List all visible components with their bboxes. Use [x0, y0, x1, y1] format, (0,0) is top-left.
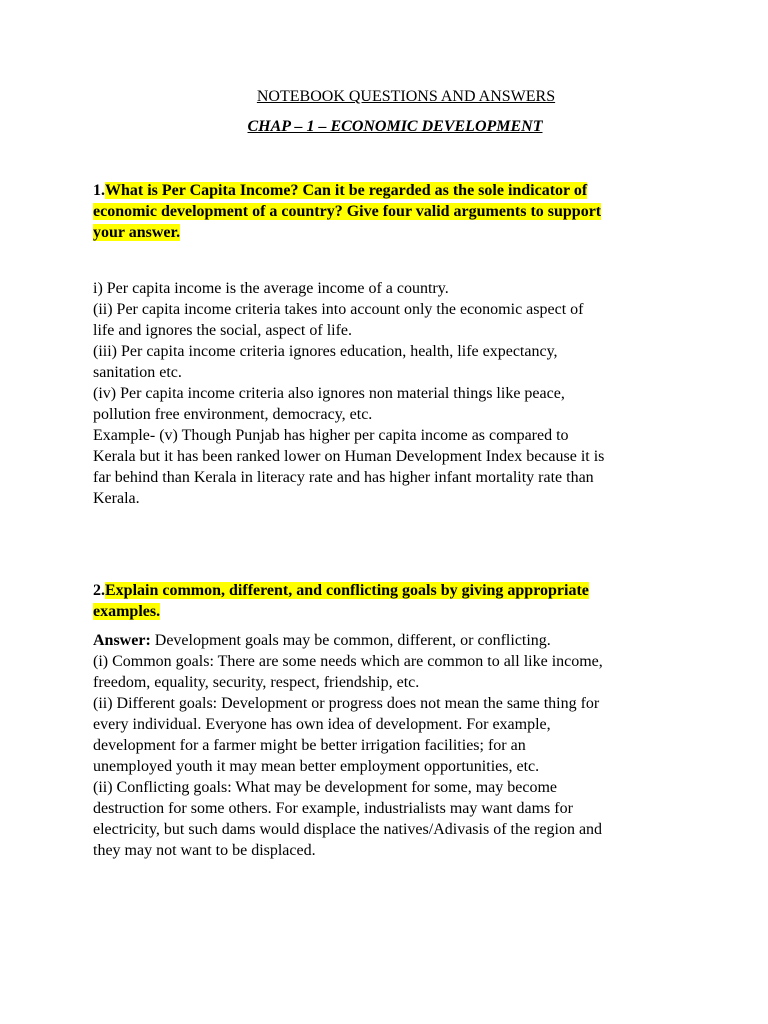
question-2-highlight: Explain common, different, and conflicting goals by giving appropriate — [105, 582, 589, 599]
answer-1-line: (ii) Per capita income criteria takes into account only the economic aspect of — [93, 301, 584, 318]
question-1 — [93, 180, 683, 243]
answer-2-intro — [93, 630, 683, 651]
answer-1-line: life and ignores the social, aspect of life. — [93, 322, 353, 339]
answer-1-line: (iv) Per capita income criteria also ignores non material things like peace, — [93, 385, 565, 402]
answer-1-line: far behind than Kerala in literacy rate and has higher infant mortality rate than — [93, 469, 594, 486]
question-2-line — [93, 601, 683, 622]
question-1-line — [93, 180, 683, 201]
question-1-line — [93, 222, 683, 243]
answer-1-line: sanitation etc. — [93, 364, 182, 381]
question-2-line — [93, 580, 683, 601]
question-2-number: 2. — [93, 582, 105, 599]
answer-2-intro-text: Development goals may be common, different, or conflicting. — [150, 632, 551, 649]
answer-1-line: Kerala. — [93, 490, 140, 507]
answer-1-line: pollution free environment, democracy, etc. — [93, 406, 373, 423]
question-1-number: 1. — [93, 182, 105, 199]
answer-1-line: Kerala but it has been ranked lower on Human Development Index because it is — [93, 448, 605, 465]
question-1-highlight: economic development of a country? Give four valid arguments to support — [93, 203, 602, 220]
answer-2 — [93, 630, 683, 861]
question-2 — [93, 580, 683, 622]
answer-2-line: every individual. Everyone has own idea of development. For example, — [93, 716, 551, 733]
chapter-title: CHAP – 1 – ECONOMIC DEVELOPMENT — [247, 118, 543, 135]
answer-2-line: (ii) Conflicting goals: What may be development for some, may become — [93, 779, 558, 796]
answer-2-line: destruction for some others. For example, industrialists may want dams for — [93, 800, 573, 817]
answer-1-line: i) Per capita income is the average income of a country. — [93, 280, 449, 297]
question-1-highlight: What is Per Capita Income? Can it be regarded as the sole indicator of — [105, 182, 588, 199]
answer-2-line: (ii) Different goals: Development or progress does not mean the same thing for — [93, 695, 600, 712]
answer-2-line: development for a farmer might be better irrigation facilities; for an — [93, 737, 526, 754]
question-1-highlight: your answer. — [93, 224, 181, 241]
answer-label: Answer: — [93, 632, 151, 649]
question-1-line — [93, 201, 683, 222]
document-title: NOTEBOOK QUESTIONS AND ANSWERS — [256, 88, 556, 105]
answer-2-line: freedom, equality, security, respect, friendship, etc. — [93, 674, 420, 691]
answer-2-line: unemployed youth it may mean better employment opportunities, etc. — [93, 758, 540, 775]
answer-2-line: they may not want to be displaced. — [93, 842, 316, 859]
answer-1-line: Example- (v) Though Punjab has higher per capita income as compared to — [93, 427, 569, 444]
question-2-highlight: examples. — [93, 603, 161, 620]
answer-1 — [93, 278, 683, 509]
answer-1-line: (iii) Per capita income criteria ignores education, health, life expectancy, — [93, 343, 558, 360]
answer-2-line: electricity, but such dams would displace the natives/Adivasis of the region and — [93, 821, 603, 838]
answer-2-line: (i) Common goals: There are some needs which are common to all like income, — [93, 653, 603, 670]
